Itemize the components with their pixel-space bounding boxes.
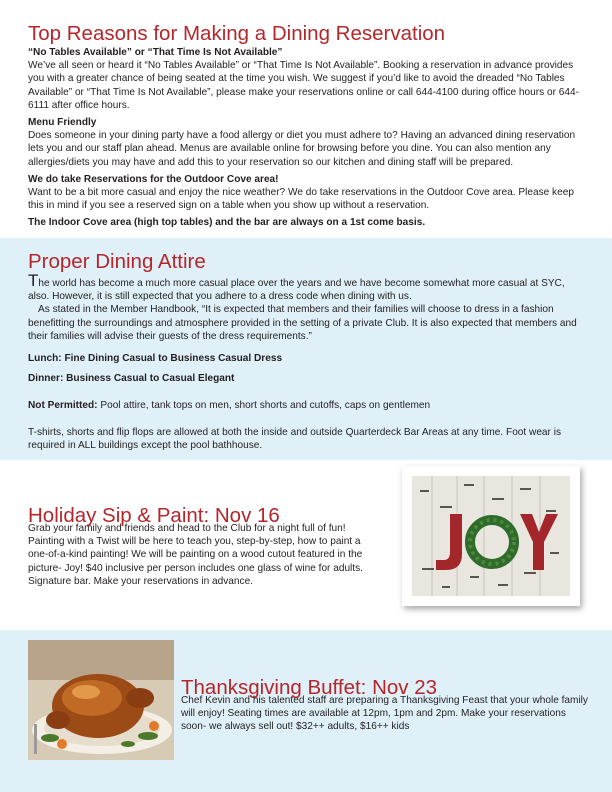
not-permitted-label: Not Permitted: xyxy=(28,400,98,412)
thanksgiving-section xyxy=(181,694,591,734)
attire-not-permitted xyxy=(28,399,584,412)
indoor-note: The Indoor Cove area (high top tables) and the bar are always on a 1st come basis. xyxy=(28,217,426,229)
outdoor-body: Want to be a bit more casual and enjoy the nice weather? We do take reservations in the Outdoor Cove area. Please keep this in mind if you see a reserved sign on a table when you show up without a reservation. xyxy=(28,187,574,212)
attire-lunch: Lunch: Fine Dining Casual to Business Casual Dress xyxy=(28,353,283,365)
holiday-body: Grab your family and friends and head to the Club for a night full of fun! Painting with a Twist will be here to teach you, step-by-step, how to paint a one-of-a-kind painting! We will be painting on a wood cutout featured in the picture- Joy! $40 inclusive per person includes one glass of wine for adults. Signature bar. Make your reservations in advance. xyxy=(28,523,363,587)
menu-body: Does someone in your dining party have a food allergy or diet you must adhere to? Having an advanced dining reservation lets you and our staff plan ahead. Menus are available online for browsing before you dine. You can also mention any allergies/diets you may have and add this to your reservation so our kitchen and dining staff will be prepared. xyxy=(28,130,576,168)
attire-dropcap: T xyxy=(28,271,39,290)
attire-intro xyxy=(28,271,584,303)
roast-turkey-image xyxy=(28,640,174,760)
attire-dinner: Dinner: Business Casual to Casual Elegant xyxy=(28,373,235,385)
no-tables-body: We’ve all seen or heard it “No Tables Available” or “That Time Is Not Available”. Booking a reservation in advance provides you with a greater chance of being seated at the time you wish. We suggest if you’d like to avoid the dreaded “No Tables Available” or “That Time Is Not Available”, please make your reservations online or call 644-4100 during office hours or 644-6111 after office hours. xyxy=(28,60,579,111)
attire-title: Proper Dining Attire xyxy=(28,250,206,273)
joy-painting-art xyxy=(412,476,570,596)
outdoor-heading: We do take Reservations for the Outdoor Cove area! xyxy=(28,173,279,185)
not-permitted-text: Pool attire, tank tops on men, short shorts and cutoffs, caps on gentlemen xyxy=(97,400,431,412)
attire-intro-text: he world has become a much more casual place over the years and we have become somewhat more casual at SYC, also. However, it is still expected that you adhere to a dress code when dining with us. xyxy=(28,278,565,303)
attire-tshirts: T-shirts, shorts and flip flops are allowed at both the inside and outside Quarterdeck Bar Areas at any time. Foot wear is required in ALL buildings except the pool bathhouse. xyxy=(28,426,561,451)
joy-painting-image xyxy=(402,466,580,606)
no-tables-heading: “No Tables Available” or “That Time Is Not Available” xyxy=(28,47,283,58)
holiday-title: Holiday Sip & Paint: Nov 16 xyxy=(28,504,280,527)
menu-heading: Menu Friendly xyxy=(28,117,97,129)
thanksgiving-body: Chef Kevin and his talented staff are preparing a Thanksgiving Feast that your whole family will enjoy! Seating times are available at 12pm, 1pm and 2pm. Make your reservations soon- we always sell out! $32++ adults, $16++ kids xyxy=(181,695,588,733)
attire-section xyxy=(28,271,584,452)
reservation-section xyxy=(28,46,584,230)
reservation-title: Top Reasons for Making a Dining Reservation xyxy=(28,22,446,45)
thanksgiving-title: Thanksgiving Buffet: Nov 23 xyxy=(181,676,438,699)
holiday-section xyxy=(28,522,378,588)
attire-handbook: As stated in the Member Handbook, “It is expected that members and their families will choose to dress in a fashion benefitting the surroundings and atmosphere provided in the setting of a private Club. It is also expected that members and their families will advise their guests of the dress requirements.” xyxy=(28,304,577,342)
